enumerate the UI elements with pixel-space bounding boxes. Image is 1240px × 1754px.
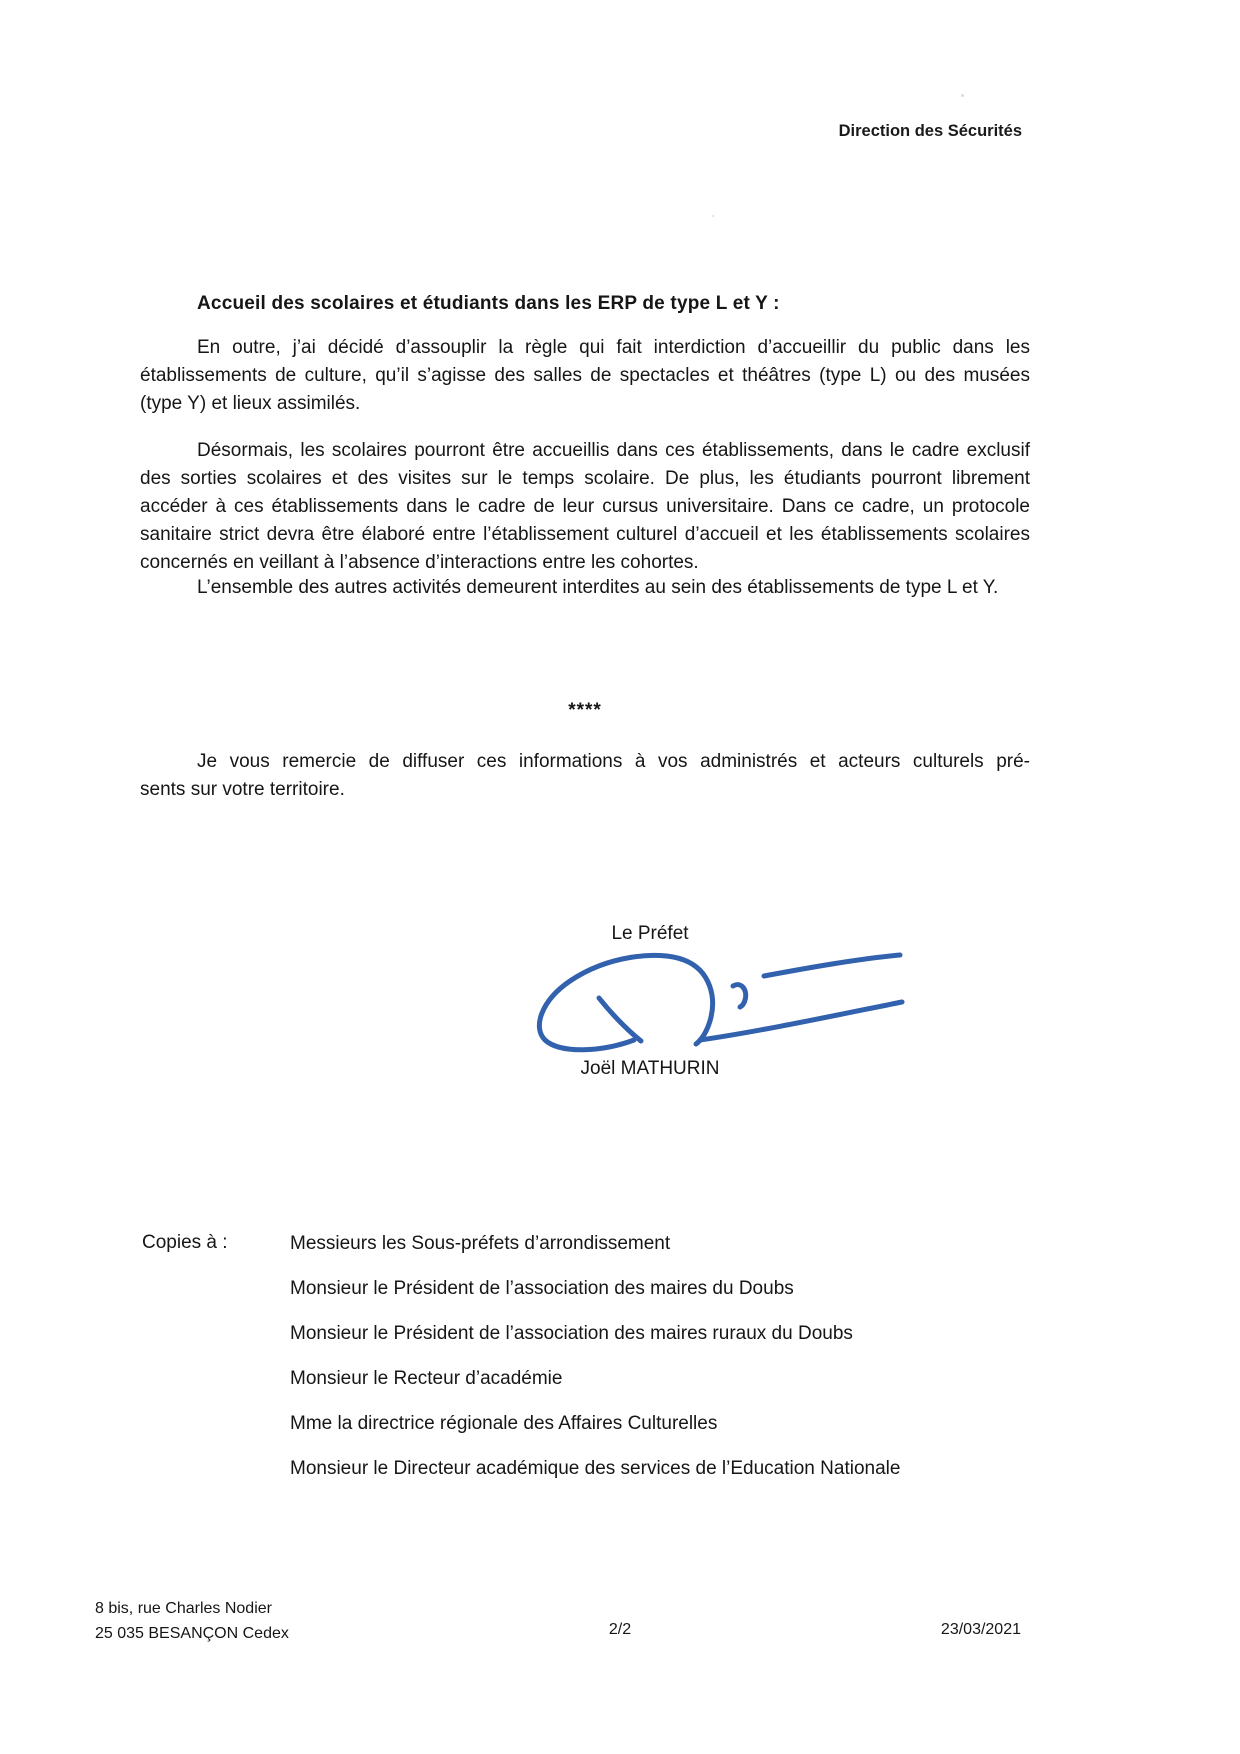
scan-speck <box>961 94 964 97</box>
signature-top-stroke <box>764 955 900 976</box>
handwritten-signature <box>512 948 907 1073</box>
footer-address-line-2: 25 035 BESANÇON Cedex <box>95 1625 289 1642</box>
copies-recipient: Monsieur le Recteur d’académie <box>290 1368 563 1389</box>
copies-recipient: Monsieur le Président de l’association des maires du Doubs <box>290 1278 794 1299</box>
footer-address-line-1: 8 bis, rue Charles Nodier <box>95 1600 272 1617</box>
closing-line-2: sents sur votre territoire. <box>140 779 345 800</box>
copies-recipient: Mme la directrice régionale des Affaires Culturelles <box>290 1413 718 1434</box>
paragraph-2: Désormais, les scolaires pourront être accueillis dans ces établissements, dans le cadre exclusif des sorties scolaires et des visites sur le temps scolaire. De plus, les étudiants pourront librement accéder à ces établissements dans le cadre de leur cursus universitaire. Dans ce cadre, un protocole sanitaire strict devra être élaboré entre l’établissement culturel d’accueil et les établissements scolaires concernés en veillant à l’absence d’interactions entre les cohortes. <box>140 440 1030 573</box>
scan-speck <box>712 215 714 217</box>
signatory-role: Le Préfet <box>611 923 689 944</box>
paragraph-1: En outre, j’ai décidé d’assouplir la règle qui fait interdiction d’accueillir du public dans les établissements de culture, qu’il s’agisse des salles de spectacles et théâtres (type L) ou des musées (type Y) et lieux assimilés. <box>140 337 1030 414</box>
copies-recipient-list <box>290 1232 1030 1502</box>
paragraph-3: L’ensemble des autres activités demeurent interdites au sein des établissements de type L et Y. <box>197 577 999 598</box>
signature-comma-mark <box>733 985 746 1007</box>
asterisk-separator: **** <box>568 700 602 721</box>
closing-line-1: Je vous remercie de diffuser ces informations à vos administrés et acteurs culturels pré- <box>197 751 1030 772</box>
copies-recipient: Monsieur le Président de l’association des maires ruraux du Doubs <box>290 1323 853 1344</box>
footer-date: 23/03/2021 <box>940 1621 1021 1638</box>
signature-loop <box>539 955 712 1049</box>
department-header: Direction des Sécurités <box>838 122 1022 140</box>
page-number: 2/2 <box>608 1621 632 1638</box>
closing-paragraph <box>140 748 1030 804</box>
section-title: Accueil des scolaires et étudiants dans les ERP de type L et Y : <box>197 293 780 314</box>
signatory-name: Joël MATHURIN <box>580 1058 720 1079</box>
copies-recipient: Monsieur le Directeur académique des services de l’Education Nationale <box>290 1458 901 1479</box>
signature-check-stroke <box>599 998 641 1041</box>
copies-label: Copies à : <box>142 1232 228 1253</box>
signature-bottom-stroke <box>700 1002 902 1040</box>
copies-recipient: Messieurs les Sous-préfets d’arrondissement <box>290 1233 671 1254</box>
